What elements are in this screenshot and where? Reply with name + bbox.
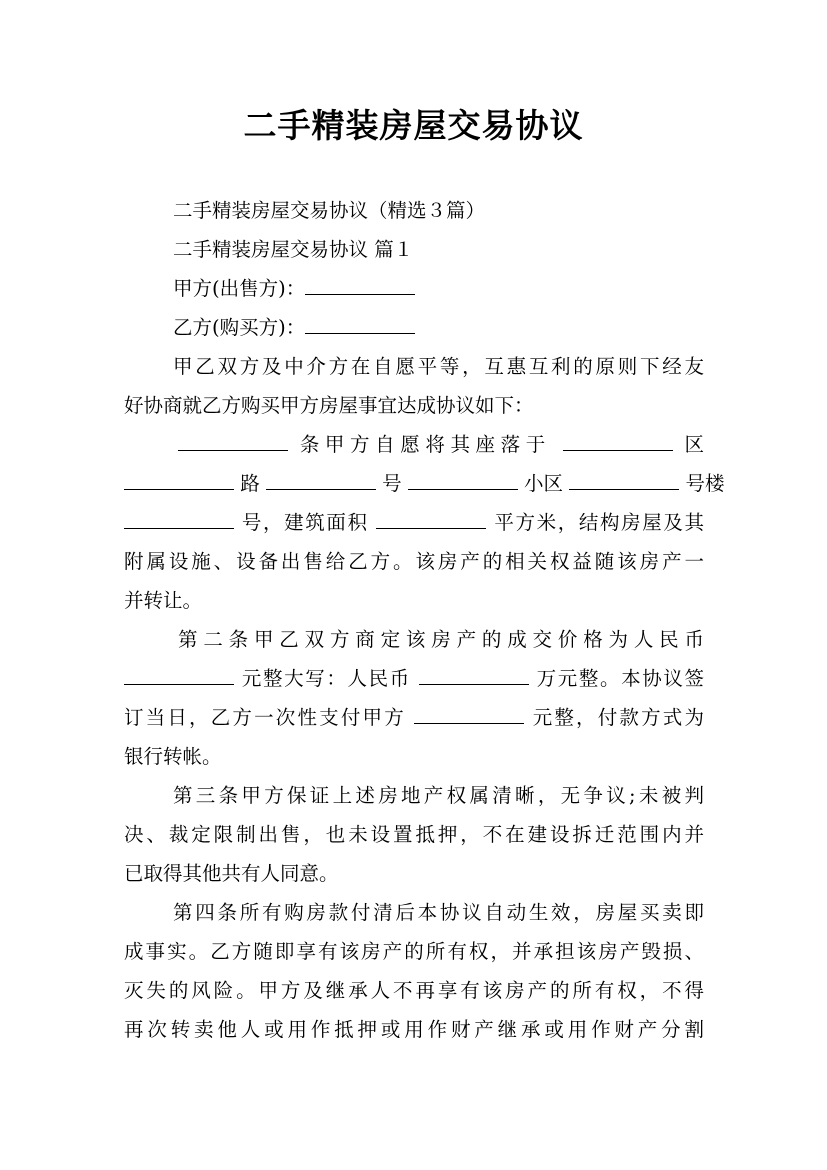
- article3-line: 决、裁定限制出售，也未设置抵押，不在建设拆迁范围内并: [124, 823, 704, 846]
- article4-line: 再次转卖他人或用作抵押或用作财产继承或用作财产分割: [124, 1018, 704, 1041]
- article2-line: 银行转帐。: [124, 745, 222, 768]
- article2-text: 订当日，乙方一次性支付甲方: [124, 706, 406, 729]
- article1-text: 区: [684, 433, 704, 456]
- blank: [124, 469, 234, 490]
- blank: [414, 703, 524, 724]
- blank: [563, 430, 673, 451]
- document-subtitle: 二手精装房屋交易协议（精选３篇）: [173, 199, 486, 222]
- article2-text: 万元整。本协议签: [536, 667, 705, 690]
- intro-line: 好协商就乙方购买甲方房屋事宜达成协议如下：: [124, 394, 534, 417]
- article1-line: [124, 503, 704, 543]
- party-a-blank: [305, 274, 415, 295]
- party-a-line: [173, 269, 704, 309]
- article4-line: 第四条所有购房款付清后本协议自动生效，房屋买卖即: [173, 901, 704, 924]
- blank: [569, 469, 679, 490]
- article1-text: 条甲方自愿将其座落于: [299, 433, 551, 456]
- article4-line: 灭失的风险。甲方及继承人不再享有该房产的所有权，不得: [124, 979, 704, 1002]
- article1-line: 附属设施、设备出售给乙方。该房产的相关权益随该房产一: [124, 550, 704, 573]
- party-b-blank: [305, 313, 415, 334]
- article1-line: [124, 464, 725, 504]
- blank: [266, 469, 376, 490]
- article1-text: 号楼: [685, 472, 725, 495]
- article3-line: 已取得其他共有人同意。: [124, 862, 339, 885]
- article3-line: 第三条甲方保证上述房地产权属清晰，无争议;未被判: [173, 784, 704, 807]
- article2-text: 元整，付款方式为: [532, 706, 704, 729]
- article2-line: [124, 698, 704, 738]
- party-b-label: 乙方(购买方)：: [173, 316, 306, 339]
- article4-line: 成事实。乙方随即享有该房产的所有权，并承担该房产毁损、: [124, 940, 704, 963]
- party-a-label: 甲方(出售方)：: [173, 277, 306, 300]
- article1-text: 号: [382, 472, 402, 495]
- blank: [408, 469, 518, 490]
- blank: [124, 664, 234, 685]
- article2-line: 第二条甲乙双方商定该房产的成交价格为人民币: [178, 628, 704, 651]
- blank: [419, 664, 529, 685]
- document-title: 二手精装房屋交易协议: [243, 106, 584, 145]
- article1-line: [178, 425, 704, 465]
- section-heading: 二手精装房屋交易协议 篇１: [173, 238, 414, 261]
- party-b-line: [173, 308, 704, 348]
- article1-text: 平方米，结构房屋及其: [494, 511, 705, 534]
- intro-line: 甲乙双方及中介方在自愿平等，互惠互利的原则下经友: [173, 355, 704, 378]
- blank: [178, 430, 288, 451]
- blank: [124, 508, 234, 529]
- article1-line: 并转让。: [124, 589, 203, 612]
- article1-text: 小区: [524, 472, 564, 495]
- article2-text: 元整大写：人民币: [241, 667, 411, 690]
- blank: [376, 508, 486, 529]
- article1-text: 号，建筑面积: [241, 511, 369, 534]
- article1-text: 路: [240, 472, 260, 495]
- article2-line: [124, 659, 704, 699]
